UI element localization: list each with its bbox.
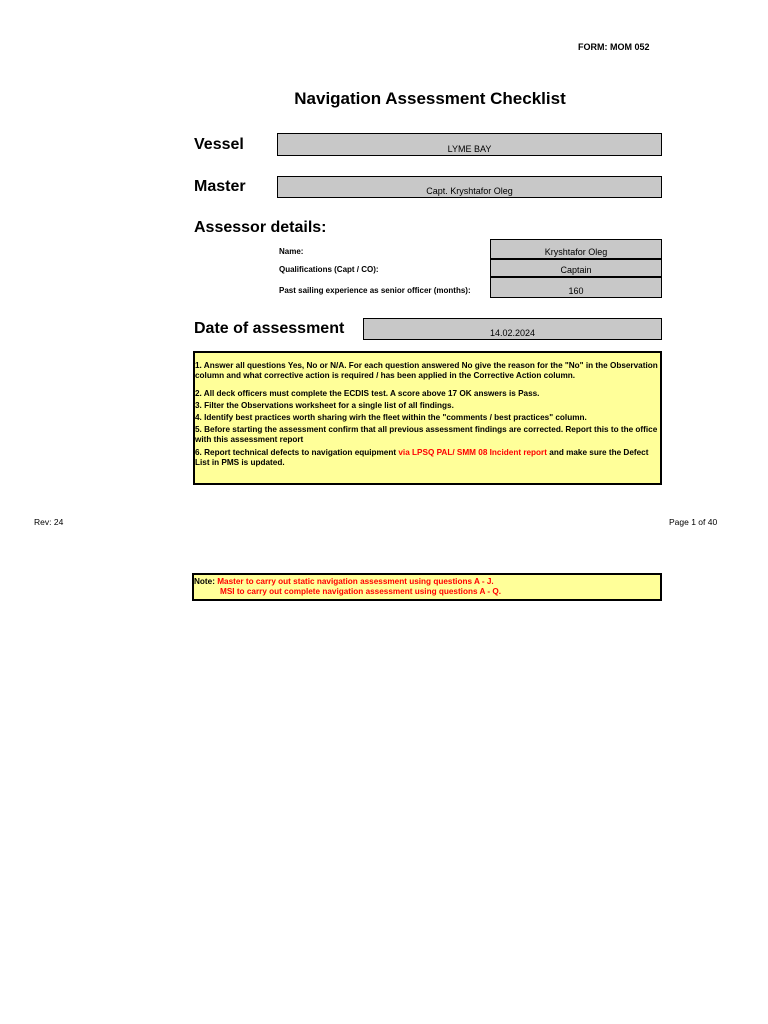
incident-report-ref: via LPSQ PAL/ SMM 08 Incident report xyxy=(398,448,547,457)
qualifications-label: Qualifications (Capt / CO): xyxy=(279,265,379,274)
instruction-item: 1. Answer all questions Yes, No or N/A. For each question answered No give the reason for the "No" in the Observation column and what corrective action is required / has been applied in the Corrective Action column. xyxy=(195,361,658,380)
master-field[interactable] xyxy=(277,176,662,198)
master-value: Capt. Kryshtafor Oleg xyxy=(426,186,513,196)
instruction-text: 6. Report technical defects to navigation equipment xyxy=(195,448,399,457)
note-box xyxy=(192,573,662,601)
instruction-item: 4. Identify best practices worth sharing wirh the fleet within the "comments / best practices" column. xyxy=(195,413,587,422)
instructions-box xyxy=(193,351,662,485)
master-label: Master xyxy=(194,178,246,195)
vessel-value: LYME BAY xyxy=(447,144,492,154)
page-title: Navigation Assessment Checklist xyxy=(294,89,566,108)
revision-label: Rev: 24 xyxy=(34,517,64,527)
assessor-heading: Assessor details: xyxy=(194,219,327,236)
date-field[interactable] xyxy=(363,318,662,340)
instruction-item xyxy=(195,448,659,468)
instruction-item: 3. Filter the Observations worksheet for a single list of all findings. xyxy=(195,401,454,410)
instruction-item: 2. All deck officers must complete the ECDIS test. A score above 17 OK answers is Pass. xyxy=(195,389,540,398)
experience-field[interactable] xyxy=(490,277,662,298)
note-line-1: Master to carry out static navigation assessment using questions A - J. xyxy=(217,577,494,586)
assessor-name-field[interactable] xyxy=(490,239,662,259)
assessor-name-label: Name: xyxy=(279,247,304,256)
qualifications-field[interactable] xyxy=(490,259,662,277)
page-number: Page 1 of 40 xyxy=(669,517,718,527)
vessel-label: Vessel xyxy=(194,136,244,153)
instruction-item: 5. Before starting the assessment confirm that all previous assessment findings are corrected. Report this to the office with this assessment report xyxy=(195,425,658,444)
assessor-name-value: Kryshtafor Oleg xyxy=(544,247,608,257)
experience-label: Past sailing experience as senior officer (months): xyxy=(279,286,471,295)
date-label: Date of assessment xyxy=(194,320,345,337)
date-value: 14.02.2024 xyxy=(489,328,536,338)
instruction-text: and make sure the Defect List in PMS is updated. xyxy=(195,448,649,467)
note-line-2: MSI to carry out complete navigation assessment using questions A - Q. xyxy=(220,587,502,596)
experience-value: 160 xyxy=(568,286,584,296)
vessel-field[interactable] xyxy=(277,133,662,156)
form-code: FORM: MOM 052 xyxy=(578,42,650,52)
note-prefix: Note: xyxy=(194,577,218,586)
qualifications-value: Captain xyxy=(560,265,592,275)
